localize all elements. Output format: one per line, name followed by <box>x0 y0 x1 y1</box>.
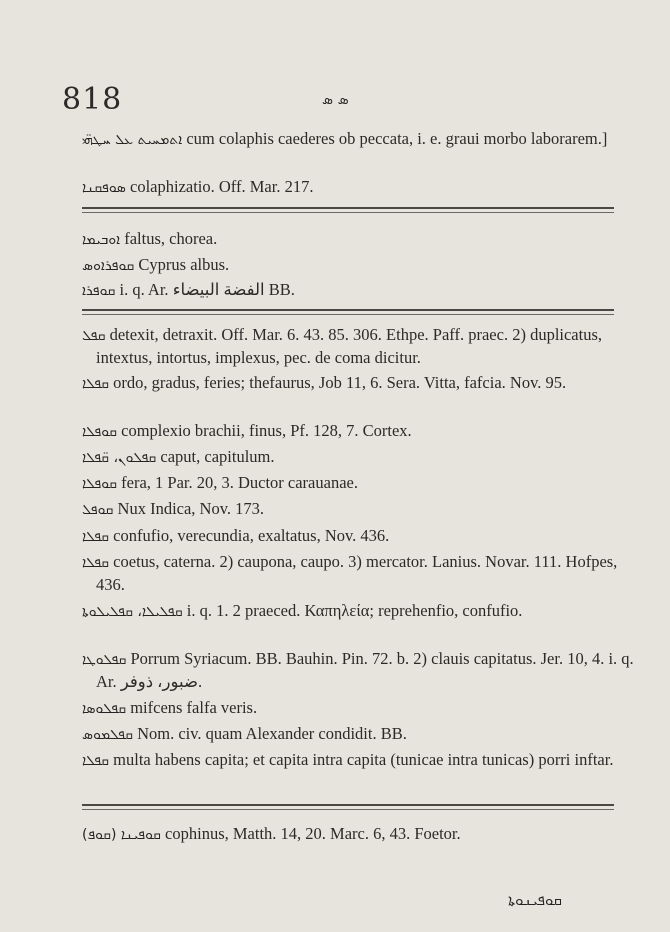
syriac-headword: ܩܦܠܘܣܐ <box>82 701 127 717</box>
syriac-headword: ܩܦܠܐ <box>82 529 110 545</box>
dictionary-entry <box>82 128 648 151</box>
latin-definition: i. q. Ar. الفضة البيضاء BB. <box>115 280 295 299</box>
dictionary-entry <box>82 823 634 846</box>
dictionary-entry <box>82 446 634 469</box>
catchword: ܩܘܦܝܢܘܬܐ <box>508 891 562 909</box>
dictionary-entry <box>82 749 648 772</box>
latin-definition: cophinus, Matth. 14, 20. Marc. 6, 43. Foetor. <box>160 824 461 843</box>
dictionary-entry <box>82 420 634 443</box>
dictionary-entry <box>82 472 634 495</box>
syriac-headword: ܩܘܦܠܐ <box>82 424 117 440</box>
dictionary-entry <box>82 498 634 521</box>
running-head: ܣ ܣ <box>322 92 349 108</box>
syriac-headword: ܩܦܠ <box>82 328 106 344</box>
dictionary-entry <box>82 324 648 369</box>
latin-definition: Nom. civ. quam Alexander condidit. BB. <box>132 724 407 743</box>
latin-definition: Cyprus albus. <box>134 255 230 274</box>
syriac-headword: ܩܦܠܐ <box>82 753 110 769</box>
dictionary-entry <box>82 600 648 623</box>
syriac-headword: ܐܬܡܚܝܬ ܥܠ ܚܛܗܝ̈ <box>82 132 183 148</box>
latin-definition: multa habens capita; et capita intra capita (tunicae intra tunicas) porri inftar. <box>109 750 614 769</box>
latin-definition: ordo, gradus, feries; thefaurus, Job 11, 6. Sera. Vitta, fafcia. Nov. 95. <box>109 373 567 392</box>
latin-definition: Porrum Syriacum. BB. Bauhin. Pin. 72. b. 2) clauis capitatus. Jer. 10, 4. i. q. Ar. ضبور، ذوفر. <box>96 649 634 691</box>
section-rule <box>82 207 614 209</box>
syriac-headword: ܩܘܦܠ <box>82 502 114 518</box>
dictionary-entry <box>82 228 634 251</box>
latin-definition: confufio, verecundia, exaltatus, Nov. 436. <box>109 526 390 545</box>
dictionary-entry <box>82 697 634 720</box>
syriac-headword: ܩܘܦܪܐܘܣ <box>82 258 135 274</box>
syriac-headword: ܩܦܠܝܠܐ، ܩܦܠܝܠܘܬܐ <box>82 604 183 620</box>
syriac-headword: (ܩܘܦ) ܩܘܦܝܢܐ <box>82 827 161 843</box>
latin-definition: cum colaphis caederes ob peccata, i. e. graui morbo laborarem.] <box>182 129 608 148</box>
dictionary-entry <box>82 254 634 277</box>
dictionary-entry <box>82 176 634 199</box>
dictionary-entry <box>82 648 648 693</box>
section-rule <box>82 804 614 806</box>
latin-definition: colaphizatio. Off. Mar. 217. <box>125 177 314 196</box>
latin-definition: i. q. 1. 2 praeced. Καπηλεία; reprehenfio, confufio. <box>182 601 523 620</box>
page-number: 818 <box>62 82 123 117</box>
dictionary-entry <box>82 525 634 548</box>
latin-definition: Nux Indica, Nov. 173. <box>113 499 265 518</box>
latin-definition: complexio brachii, finus, Pf. 128, 7. Cortex. <box>117 421 412 440</box>
latin-definition: faltus, chorea. <box>120 229 218 248</box>
latin-definition: detexit, detraxit. Off. Mar. 6. 43. 85. 306. Ethpe. Paff. praec. 2) duplicatus, intextus, intortus, implexus, pec. de coma dicitur. <box>96 325 603 367</box>
syriac-headword: ܩܘܦܪܐ <box>82 283 116 299</box>
syriac-headword: ܩܘܦܠܐ <box>82 476 117 492</box>
latin-definition: coetus, caterna. 2) caupona, caupo. 3) mercator. Lanius. Novar. 111. Hofpes, 436. <box>96 552 618 594</box>
dictionary-entry <box>82 551 648 596</box>
latin-definition: fera, 1 Par. 20, 3. Ductor carauanae. <box>117 473 358 492</box>
syriac-headword: ܣܘܦܩܢܐ <box>82 180 126 196</box>
syriac-headword: ܩܦܠܐ <box>82 376 110 392</box>
syriac-headword: ܐܘܒܝܡܐ <box>82 232 121 248</box>
syriac-headword: ܩܦܠܐ <box>82 555 110 571</box>
dictionary-entry <box>82 279 634 302</box>
latin-definition: caput, capitulum. <box>156 447 275 466</box>
dictionary-entry <box>82 723 634 746</box>
syriac-headword: ܩܦܠܘܛܐ <box>82 652 127 668</box>
latin-definition: mifcens falfa veris. <box>126 698 258 717</box>
section-rule <box>82 309 614 311</box>
syriac-headword: ܩܦܠܡܘܣ <box>82 727 133 743</box>
syriac-headword: ܩܦܠܘܢ، ܩ̈ܦܠܐ <box>82 450 157 466</box>
dictionary-entry <box>82 372 648 395</box>
